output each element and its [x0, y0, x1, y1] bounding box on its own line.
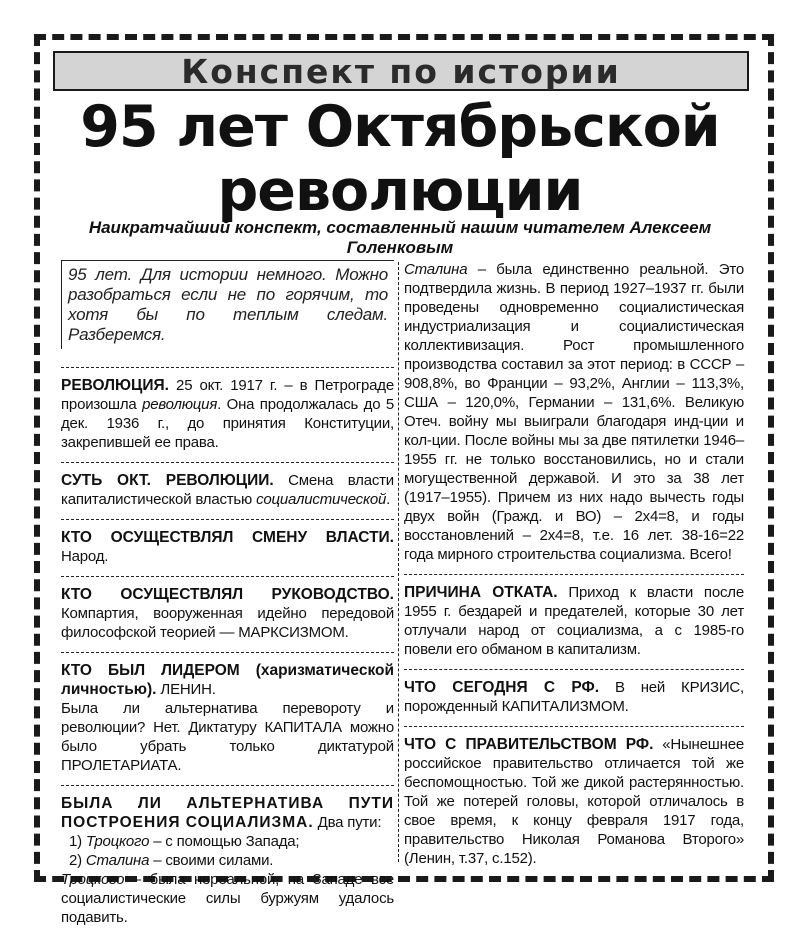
column-divider [398, 262, 399, 862]
text: – была единственно реальной. Это подтвердила жизнь. В период 1927–1937 гг. были проведены одновременно социалистическая индустриализация и социалистическая коллективизация. Рост промышленного производства составил за этот период: в СССР – 908,8%, во Франции – 93,2%, Англии – 113,3%, США – 120,0%, Германии – 131,6%. Великую Отеч. войну мы выиграли благодаря инд-ции и кол-ции. После войны мы за две пятилетки 1946–1955 гг. не только восстановились, но и стали могущественной державой. И это за 38 лет (1917–1955). Причем из них надо вычесть годы двух войн (Гражд. и ВО) – 2х4=8, и годы восстановлений – 2х4=8, т.е. 16 лет. 38-16=22 года мирного строительства социализма. Всего! [404, 261, 744, 563]
section-heading: ПРИЧИНА ОТКАТА. [404, 584, 558, 601]
list-item [61, 832, 394, 851]
section-heading: КТО ОСУЩЕСТВЛЯЛ РУКОВОДСТВО. [61, 586, 394, 603]
paragraph [61, 870, 394, 927]
section-heading: РЕВОЛЮЦИЯ. [61, 377, 169, 394]
right-column [404, 260, 744, 878]
section-who-changed-power [61, 520, 394, 576]
headline [40, 95, 760, 223]
text: Приход к власти после 1955 г. бездарей и предателей, которые 30 лет отлучали народ от социализма, а с 1985-го повели его обманом в капитализм. [404, 584, 744, 658]
section-stalin-path [404, 260, 744, 574]
text: В ней КРИЗИС, порожденный КАПИТАЛИЗМОМ. [404, 679, 745, 715]
section-alternative [61, 786, 394, 937]
rubric-banner [53, 51, 749, 91]
section-heading: ЧТО С ПРАВИТЕЛЬСТВОМ РФ. [404, 736, 654, 753]
paragraph [404, 678, 744, 716]
paragraph [404, 583, 744, 659]
section-heading: БЫЛА ЛИ АЛЬТЕРНАТИВА ПУТИ ПОСТРОЕНИЯ СОЦИАЛИЗМА. [61, 795, 394, 831]
text: 25 окт. 1917 г. – в Петрограде произошла [61, 377, 394, 413]
left-column [61, 260, 394, 937]
emphasis: Сталина [404, 261, 468, 278]
text: Два пути: [313, 814, 382, 831]
headline-line-2: революции [217, 158, 583, 224]
text: ЛЕНИН. [156, 681, 216, 698]
text: . [386, 491, 391, 508]
text: Компартия, вооруженная идейно передовой философской теорией — МАРКСИЗМОМ. [61, 605, 394, 641]
text: . Она продолжалась до 5 дек. 1936 г., до принятия Конституции, закрепившей ее права. [61, 396, 394, 451]
text: Народ. [61, 548, 109, 565]
text: 1) [69, 833, 86, 850]
subtitle: Наикратчайший конспект, составленный нашим читателем Алексеем Голенковым [88, 218, 712, 257]
paragraph: Была ли альтернатива перевороту и революции? Нет. Диктатуру КАПИТАЛА можно было убрать только диктатурой ПРОЛЕТАРИАТА. [61, 700, 394, 774]
section-revolution [61, 368, 394, 462]
section-russia-today [404, 670, 744, 726]
section-heading: ЧТО СЕГОДНЯ С РФ. [404, 679, 600, 696]
text: Смена власти капиталистической властью [61, 472, 394, 508]
paragraph [61, 528, 394, 566]
rubric-title: Конспект по истории [181, 51, 621, 91]
text: – своими силами. [149, 852, 274, 869]
section-leadership [61, 577, 394, 652]
emphasis: Троцкого [85, 833, 150, 850]
section-heading: КТО ОСУЩЕСТВЛЯЛ СМЕНУ ВЛАСТИ. [61, 529, 394, 546]
emphasis: революция [142, 396, 218, 413]
headline-line-1: 95 лет Октябрьской [80, 94, 720, 160]
paragraph [61, 585, 394, 642]
section-rollback-cause [404, 575, 744, 669]
paragraph [61, 471, 394, 509]
text: «Нынешнее российское правительство отличается той же беспомощностью. Той же дикой растерянностью. Той же потерей головы, которой отличалось в свое время, к концу февраля 1917 года, правительство Николая Романова Второго» (Ленин, т.37, с.152). [404, 736, 744, 867]
intro-box: 95 лет. Для истории немного. Можно разобраться если не по горячим, то хотя бы по теплым следам. Разберемся. [61, 260, 394, 349]
section-government [404, 727, 744, 878]
list-item [61, 851, 394, 870]
emphasis: Сталина [85, 852, 150, 869]
paragraph [61, 376, 394, 452]
paragraph [404, 735, 744, 868]
emphasis: социалистической [256, 491, 387, 508]
text: – с помощью Запада; [149, 833, 300, 850]
paragraph [61, 661, 394, 699]
section-heading: СУТЬ ОКТ. РЕВОЛЮЦИИ. [61, 472, 274, 489]
emphasis: Троцкого [61, 871, 125, 888]
section-essence [61, 463, 394, 519]
section-heading: КТО БЫЛ ЛИДЕРОМ (харизматической личностью). [61, 662, 394, 698]
paragraph [404, 260, 744, 564]
paragraph [61, 794, 394, 832]
text: – была нереальной, на Западе все социалистические силы буржуям удалось подавить. [61, 871, 394, 926]
text: 2) [69, 852, 86, 869]
section-leader [61, 653, 394, 785]
